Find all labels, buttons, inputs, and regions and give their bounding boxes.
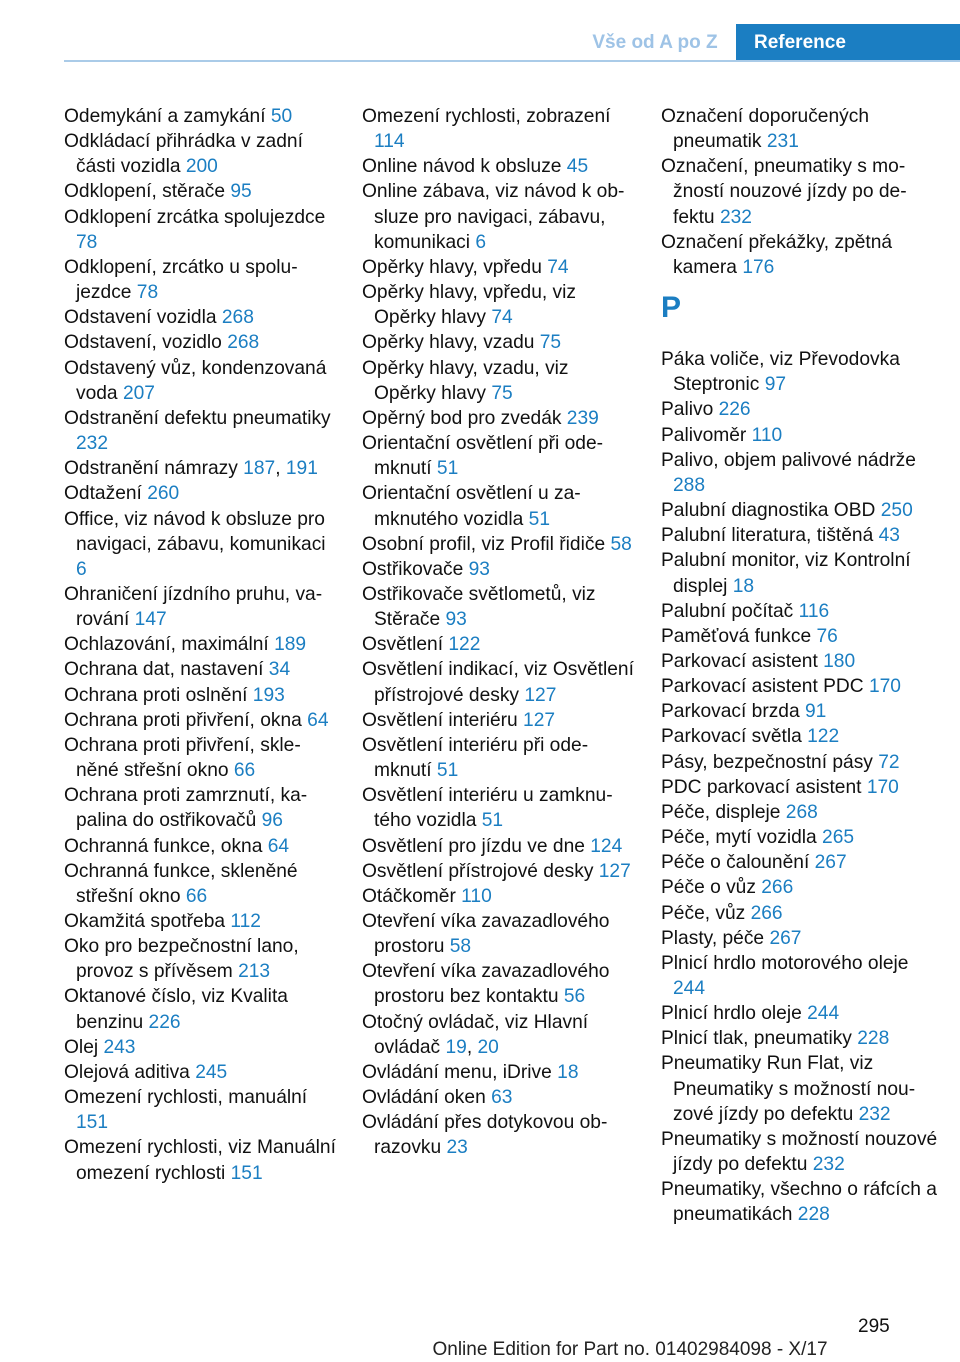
index-entry-term: Oktanové číslo, viz Kvalita benzinu — [64, 986, 288, 1033]
index-entry-term: Orientační osvětlení u zamknutého vozidla — [362, 483, 581, 530]
index-entry-term: Osvětlení pro jízdu ve dne — [362, 835, 591, 857]
index-entry — [362, 179, 634, 254]
page-link[interactable]: 244 — [807, 1003, 840, 1025]
index-entry — [362, 859, 634, 884]
index-entry — [64, 1060, 336, 1085]
page-link[interactable]: 170 — [868, 676, 901, 698]
index-column-1 — [64, 104, 336, 1186]
index-entry — [661, 699, 941, 724]
index-entry — [661, 1051, 941, 1126]
index-entry-term: Ochlazování, maximální — [64, 634, 275, 656]
index-entry — [362, 959, 634, 1009]
index-entry — [362, 154, 634, 179]
page-link[interactable]: 260 — [147, 483, 180, 505]
index-entry — [661, 397, 941, 422]
index-entry — [64, 859, 336, 909]
index-entry-term: Palivo — [661, 399, 719, 421]
page-link[interactable]: 58 — [610, 533, 632, 555]
page-link[interactable]: 288 — [673, 474, 706, 496]
page-link[interactable]: 112 — [230, 911, 261, 932]
page-link[interactable]: 72 — [878, 751, 900, 773]
page-link[interactable]: 23 — [446, 1137, 468, 1159]
index-entry — [661, 926, 941, 951]
index-entry-term: Ochrana proti přivření, okna — [64, 709, 308, 731]
index-entry — [362, 104, 634, 154]
page-link[interactable]: 147 — [134, 609, 167, 631]
index-entry-term: Plnicí hrdlo oleje — [661, 1003, 808, 1025]
index-entry — [661, 154, 941, 229]
index-entry-term: Ochranná funkce, okna — [64, 835, 268, 857]
index-entry — [362, 783, 634, 833]
page-separator: , — [275, 458, 286, 480]
page-link[interactable]: 93 — [468, 558, 490, 580]
index-entry — [64, 834, 336, 859]
index-entry — [362, 406, 634, 431]
page-link[interactable]: 244 — [673, 978, 706, 999]
page-link[interactable]: 266 — [761, 877, 794, 899]
page-link[interactable]: 207 — [122, 382, 155, 404]
page-link[interactable]: 232 — [812, 1154, 845, 1176]
index-entry — [362, 708, 634, 733]
index-entry — [64, 683, 336, 708]
index-entry-term: Odemykání a zamykání — [64, 106, 271, 127]
page-link[interactable]: 19 — [445, 1036, 467, 1058]
index-entry — [661, 230, 941, 280]
page-link[interactable]: 239 — [566, 407, 599, 429]
index-entry — [661, 1026, 941, 1051]
index-entry — [64, 507, 336, 582]
page-link[interactable]: 74 — [491, 307, 513, 329]
page-link[interactable]: 34 — [268, 659, 291, 681]
index-entry — [64, 733, 336, 783]
index-entry — [64, 205, 336, 255]
index-entry — [362, 1010, 634, 1060]
index-entry — [64, 783, 336, 833]
index-entry — [661, 875, 941, 900]
page-header — [0, 0, 960, 62]
page-link[interactable]: 78 — [136, 282, 159, 304]
page-link[interactable]: 51 — [436, 760, 459, 782]
page-link[interactable]: 66 — [185, 885, 208, 907]
index-entry-term: Palivoměr — [661, 424, 752, 446]
index-entry — [661, 347, 941, 397]
index-entry — [661, 750, 941, 775]
index-entry — [661, 523, 941, 548]
index-entry-term: Páka voliče, viz Převodovka Steptronic — [661, 349, 900, 396]
index-entry-term: Ochrana proti přivření, skleněné střešní okno — [64, 734, 301, 782]
page-link[interactable]: 75 — [491, 382, 513, 404]
page-link[interactable]: 127 — [524, 684, 557, 706]
index-entry-term: Pásy, bezpečnostní pásy — [661, 751, 879, 773]
index-entry-term: Péče o čalounění — [661, 852, 815, 874]
index-column-3 — [661, 104, 941, 1228]
index-entry — [64, 129, 336, 179]
page-link[interactable]: 96 — [261, 810, 283, 832]
index-entry-term: Odtažení — [64, 483, 148, 505]
index-entry — [362, 733, 634, 783]
index-entry-term: Označení překážky, zpětná kamera — [661, 231, 893, 278]
index-entry — [362, 909, 634, 959]
page-link[interactable]: 43 — [878, 525, 900, 547]
index-entry-term: Osvětlení interiéru při odemknutí — [362, 734, 589, 782]
index-entry — [661, 1127, 941, 1177]
page-link[interactable]: 97 — [764, 374, 787, 396]
index-entry-term: Osobní profil, viz Profil řidiče — [362, 533, 611, 555]
index-entry-term: Online návod k obsluze — [362, 156, 567, 178]
index-entry-term: Osvětlení interiéru u zamknutého vozidla — [362, 785, 613, 832]
index-entry — [661, 649, 941, 674]
index-entry-term: Opěrky hlavy, vpředu — [362, 256, 548, 278]
index-entry — [64, 305, 336, 330]
page-link[interactable]: 93 — [445, 609, 467, 631]
index-entry — [362, 481, 634, 531]
index-entry — [661, 775, 941, 800]
page-link[interactable]: 6 — [475, 231, 486, 253]
index-entry-term: Orientační osvětlení při odemknutí — [362, 433, 604, 480]
page-link[interactable]: 231 — [766, 131, 799, 153]
page-link[interactable]: 180 — [823, 650, 856, 672]
index-column-2 — [362, 104, 634, 1161]
index-entry — [661, 850, 941, 875]
index-entry — [661, 599, 941, 624]
page-link[interactable]: 63 — [491, 1087, 513, 1109]
page-link[interactable]: 75 — [539, 332, 562, 354]
page-link[interactable]: 51 — [528, 508, 550, 530]
index-entry — [362, 1110, 634, 1160]
page-link[interactable]: 51 — [481, 810, 504, 832]
page-link[interactable]: 226 — [718, 399, 751, 421]
index-entry — [661, 498, 941, 523]
index-entry-term: Pneumatiky, všechno o ráfcích a pneumatikách — [661, 1179, 937, 1226]
page-link[interactable]: 213 — [238, 961, 271, 983]
page-separator: , — [466, 1036, 478, 1058]
index-entry-term: Odkládací přihrádka v zadní části vozidla — [64, 131, 303, 178]
page-link[interactable]: 189 — [274, 634, 307, 656]
page-link[interactable]: 193 — [252, 684, 285, 706]
index-entry — [661, 674, 941, 699]
index-entry — [64, 984, 336, 1034]
index-entry-term: Ochranná funkce, skleněné střešní okno — [64, 860, 298, 907]
page-link[interactable]: 18 — [732, 575, 755, 597]
index-entry — [362, 1085, 634, 1110]
page-link[interactable]: 50 — [270, 106, 293, 127]
index-entry — [661, 624, 941, 649]
index-entry-term: Ovládání oken — [362, 1087, 492, 1109]
index-entry-term: Olejová aditiva — [64, 1061, 196, 1083]
page-link[interactable]: 232 — [858, 1103, 891, 1125]
index-entry-term: Oko pro bezpečnostní lano, provoz s přívěsem — [64, 936, 299, 983]
index-entry — [362, 884, 634, 909]
index-entry — [362, 834, 634, 859]
page-link[interactable]: 250 — [880, 500, 913, 522]
index-entry-term: Osvětlení indikací, viz Osvětlení přístrojové desky — [362, 659, 634, 706]
index-entry-term: Otevření víka zavazadlového prostoru — [362, 911, 610, 958]
page-link[interactable]: 268 — [221, 307, 254, 329]
index-entry — [64, 179, 336, 204]
index-entry-term: Odklopení, zrcátko u spolujezdce — [64, 256, 298, 304]
page-link[interactable]: 200 — [185, 156, 218, 178]
index-entry-term: Označení doporučených pneumatik — [661, 106, 869, 153]
index-entry-term: Péče, mytí vozidla — [661, 827, 823, 849]
index-entry-term: Palubní monitor, viz Kontrolní displej — [661, 550, 911, 597]
index-entry-term: Parkovací asistent PDC — [661, 676, 869, 698]
page-link[interactable]: 124 — [590, 835, 623, 857]
footer-edition: Online Edition for Part no. 01402984098 - X/17 — [432, 1339, 828, 1360]
page-link[interactable]: 91 — [804, 701, 827, 723]
page-link[interactable]: 176 — [742, 256, 775, 278]
page-link[interactable]: 243 — [103, 1036, 136, 1058]
index-entry — [362, 557, 634, 582]
index-entry-term: Parkovací světla — [661, 726, 808, 748]
index-entry — [362, 657, 634, 707]
index-entry — [661, 1177, 941, 1227]
index-entry-term: Ochrana proti oslnění — [64, 684, 253, 706]
index-letter-heading: P — [661, 291, 682, 325]
index-entry-term: Péče o vůz — [661, 877, 762, 899]
index-entry — [661, 104, 941, 154]
page-link[interactable]: 18 — [557, 1061, 579, 1083]
page-link[interactable]: 267 — [769, 927, 802, 949]
index-entry — [64, 708, 336, 733]
index-entry — [362, 632, 634, 657]
page-link[interactable]: 6 — [76, 558, 87, 580]
page-link[interactable]: 151 — [230, 1162, 263, 1184]
index-entry-term: Ohraničení jízdního pruhu, varování — [64, 583, 323, 631]
index-entry — [64, 456, 336, 481]
index-entry-term: Odstavení vozidla — [64, 307, 222, 329]
page-link[interactable]: 66 — [233, 760, 256, 782]
page-link[interactable]: 20 — [477, 1036, 499, 1058]
index-entry — [64, 1085, 336, 1135]
page-link[interactable]: 122 — [807, 726, 840, 748]
index-entry — [362, 1060, 634, 1085]
index-entry — [64, 255, 336, 305]
index-entry — [362, 532, 634, 557]
index-entry-term: Otočný ovládač, viz Hlavní ovládač — [362, 1011, 589, 1058]
index-entry-term: Odstavený vůz, kondenzovaná voda — [64, 357, 327, 404]
index-entry-term: Omezení rychlosti, viz Manuální omezení rychlosti — [64, 1137, 336, 1184]
index-entry-term: Péče, vůz — [661, 902, 751, 924]
index-entry-term: PDC parkovací asistent — [661, 776, 867, 798]
page-link[interactable]: 110 — [751, 424, 783, 446]
index-entry — [64, 582, 336, 632]
page-link[interactable]: 268 — [227, 332, 260, 354]
index-entry-term: Ovládání menu, iDrive — [362, 1061, 558, 1083]
index-entry-term: Opěrky hlavy, vpředu, viz Opěrky hlavy — [362, 282, 576, 329]
index-entry — [661, 448, 941, 498]
index-entry — [64, 1135, 336, 1185]
index-entry-term: Palubní literatura, tištěná — [661, 525, 879, 547]
index-entry — [661, 951, 941, 1001]
index-entry — [64, 330, 336, 355]
index-entry-term: Osvětlení přístrojové desky — [362, 860, 599, 882]
page-link[interactable]: 268 — [785, 801, 818, 823]
index-entry-term: Odstranění defektu pneumatiky — [64, 407, 331, 429]
page-link[interactable]: 170 — [866, 776, 899, 798]
index-entry-term: Omezení rychlosti, zobrazení — [362, 106, 611, 127]
index-entry-term: Osvětlení interiéru — [362, 709, 524, 731]
index-entry — [362, 280, 634, 330]
page-link[interactable]: 127 — [523, 709, 556, 731]
index-entry — [362, 431, 634, 481]
page-link[interactable]: 151 — [76, 1112, 109, 1134]
index-entry-term: Otáčkoměr — [362, 885, 462, 907]
index-entry-term: Plnicí hrdlo motorového oleje — [661, 952, 909, 974]
page-link[interactable]: 266 — [750, 902, 783, 924]
index-entry — [362, 582, 634, 632]
page-link[interactable]: 95 — [230, 181, 252, 203]
index-entry-term: Omezení rychlosti, manuální — [64, 1087, 308, 1109]
section-tab[interactable]: Vše od A po Z — [575, 24, 735, 61]
page-link[interactable]: 265 — [822, 827, 855, 849]
index-entry-term: Ostřikovače — [362, 558, 469, 580]
index-entry-term: Plnicí tlak, pneumatiky — [661, 1028, 858, 1050]
index-entry-term: Ovládání přes dotykovou obrazovku — [362, 1112, 608, 1159]
index-entry-term: Péče, displeje — [661, 801, 786, 823]
index-entry-term: Office, viz návod k obsluze pro navigaci, zábavu, komunikaci — [64, 508, 326, 555]
index-entry-term: Ochrana dat, nastavení — [64, 659, 269, 681]
page-link[interactable]: 76 — [816, 625, 838, 647]
index-entry — [661, 825, 941, 850]
index-entry-term: Osvětlení — [362, 634, 449, 656]
index-entry — [64, 1035, 336, 1060]
index-entry-term: Odklopení zrcátka spolujezdce — [64, 206, 326, 228]
index-entry — [64, 632, 336, 657]
index-entry — [362, 255, 634, 280]
page-link[interactable]: 58 — [449, 936, 472, 958]
page-link[interactable]: 245 — [195, 1061, 228, 1083]
index-entry-term: Okamžitá spotřeba — [64, 911, 231, 932]
index-entry — [661, 423, 941, 448]
index-entry-term: Ochrana proti zamrznutí, kapalina do ostřikovačů — [64, 785, 308, 832]
page-link[interactable]: 226 — [148, 1011, 181, 1033]
index-entry — [64, 481, 336, 506]
page-link[interactable]: 51 — [436, 458, 459, 480]
index-entry-term: Parkovací brzda — [661, 701, 805, 723]
page-link[interactable]: 228 — [797, 1204, 830, 1226]
page-link[interactable]: 232 — [76, 433, 109, 455]
page-link[interactable]: 64 — [307, 709, 329, 731]
page-link[interactable]: 127 — [598, 860, 631, 882]
index-entry-term: Paměťová funkce — [661, 625, 817, 647]
index-entry — [64, 909, 336, 934]
index-entry — [661, 724, 941, 749]
page-link[interactable]: 110 — [461, 885, 492, 907]
index-entry — [64, 356, 336, 406]
index-entry-term: Palubní počítač — [661, 600, 799, 622]
header-divider — [64, 60, 960, 62]
index-entry-term: Plasty, péče — [661, 927, 770, 949]
page-link[interactable]: 116 — [798, 600, 830, 622]
index-entry-term: Pneumatiky s možností nouzové jízdy po defektu — [661, 1128, 938, 1176]
page-link[interactable]: 74 — [547, 256, 569, 278]
page-number: 295 — [858, 1316, 890, 1337]
page-link[interactable]: 122 — [448, 634, 481, 656]
index-entry-term: Opěrný bod pro zvedák — [362, 407, 567, 429]
index-entry-term: Opěrky hlavy, vzadu — [362, 332, 540, 354]
page-link[interactable]: 267 — [814, 852, 847, 874]
index-entry — [64, 104, 336, 129]
index-entry-term: Ostřikovače světlometů, viz Stěrače — [362, 583, 596, 631]
page-link[interactable]: 64 — [267, 835, 290, 857]
index-entry — [661, 901, 941, 926]
page-link[interactable]: 56 — [563, 986, 586, 1008]
index-entry-term: Odstranění námrazy — [64, 458, 244, 480]
index-entry-term: Online zábava, viz návod k obsluze pro navigaci, zábavu, komunikaci — [362, 181, 625, 253]
index-entry-term: Parkovací asistent — [661, 650, 824, 672]
page-link[interactable]: 78 — [76, 231, 98, 253]
page-link[interactable]: 114 — [374, 131, 405, 153]
index-entry-term: Označení, pneumatiky s možností nouzové jízdy po defektu — [661, 156, 907, 228]
index-entry-term: Palubní diagnostika OBD — [661, 500, 881, 522]
index-entry — [661, 1001, 941, 1026]
index-entry — [64, 657, 336, 682]
index-entry-term: Olej — [64, 1036, 104, 1058]
index-entry — [661, 800, 941, 825]
index-entry-term: Pneumatiky Run Flat, viz Pneumatiky s možností nouzové jízdy po defektu — [661, 1053, 916, 1125]
index-entry — [362, 330, 634, 355]
index-entry — [64, 406, 336, 456]
index-entry-term: Odstavení, vozidlo — [64, 332, 228, 354]
page-link[interactable]: 45 — [566, 156, 589, 178]
index-entry — [661, 548, 941, 598]
chapter-tab[interactable]: Reference — [736, 24, 960, 61]
index-entry — [362, 356, 634, 406]
index-entry-term: Odklopení, stěrače — [64, 181, 231, 203]
page-link[interactable]: 232 — [719, 206, 752, 228]
page-link[interactable]: 187 — [243, 458, 276, 480]
index-entry-term: Otevření víka zavazadlového prostoru bez kontaktu — [362, 961, 610, 1008]
index-entry — [64, 934, 336, 984]
page-link[interactable]: 191 — [285, 458, 318, 480]
index-entry-term: Palivo, objem palivové nádrže — [661, 449, 916, 471]
index-entry-term: Opěrky hlavy, vzadu, viz Opěrky hlavy — [362, 357, 569, 404]
page-link[interactable]: 228 — [857, 1028, 890, 1050]
